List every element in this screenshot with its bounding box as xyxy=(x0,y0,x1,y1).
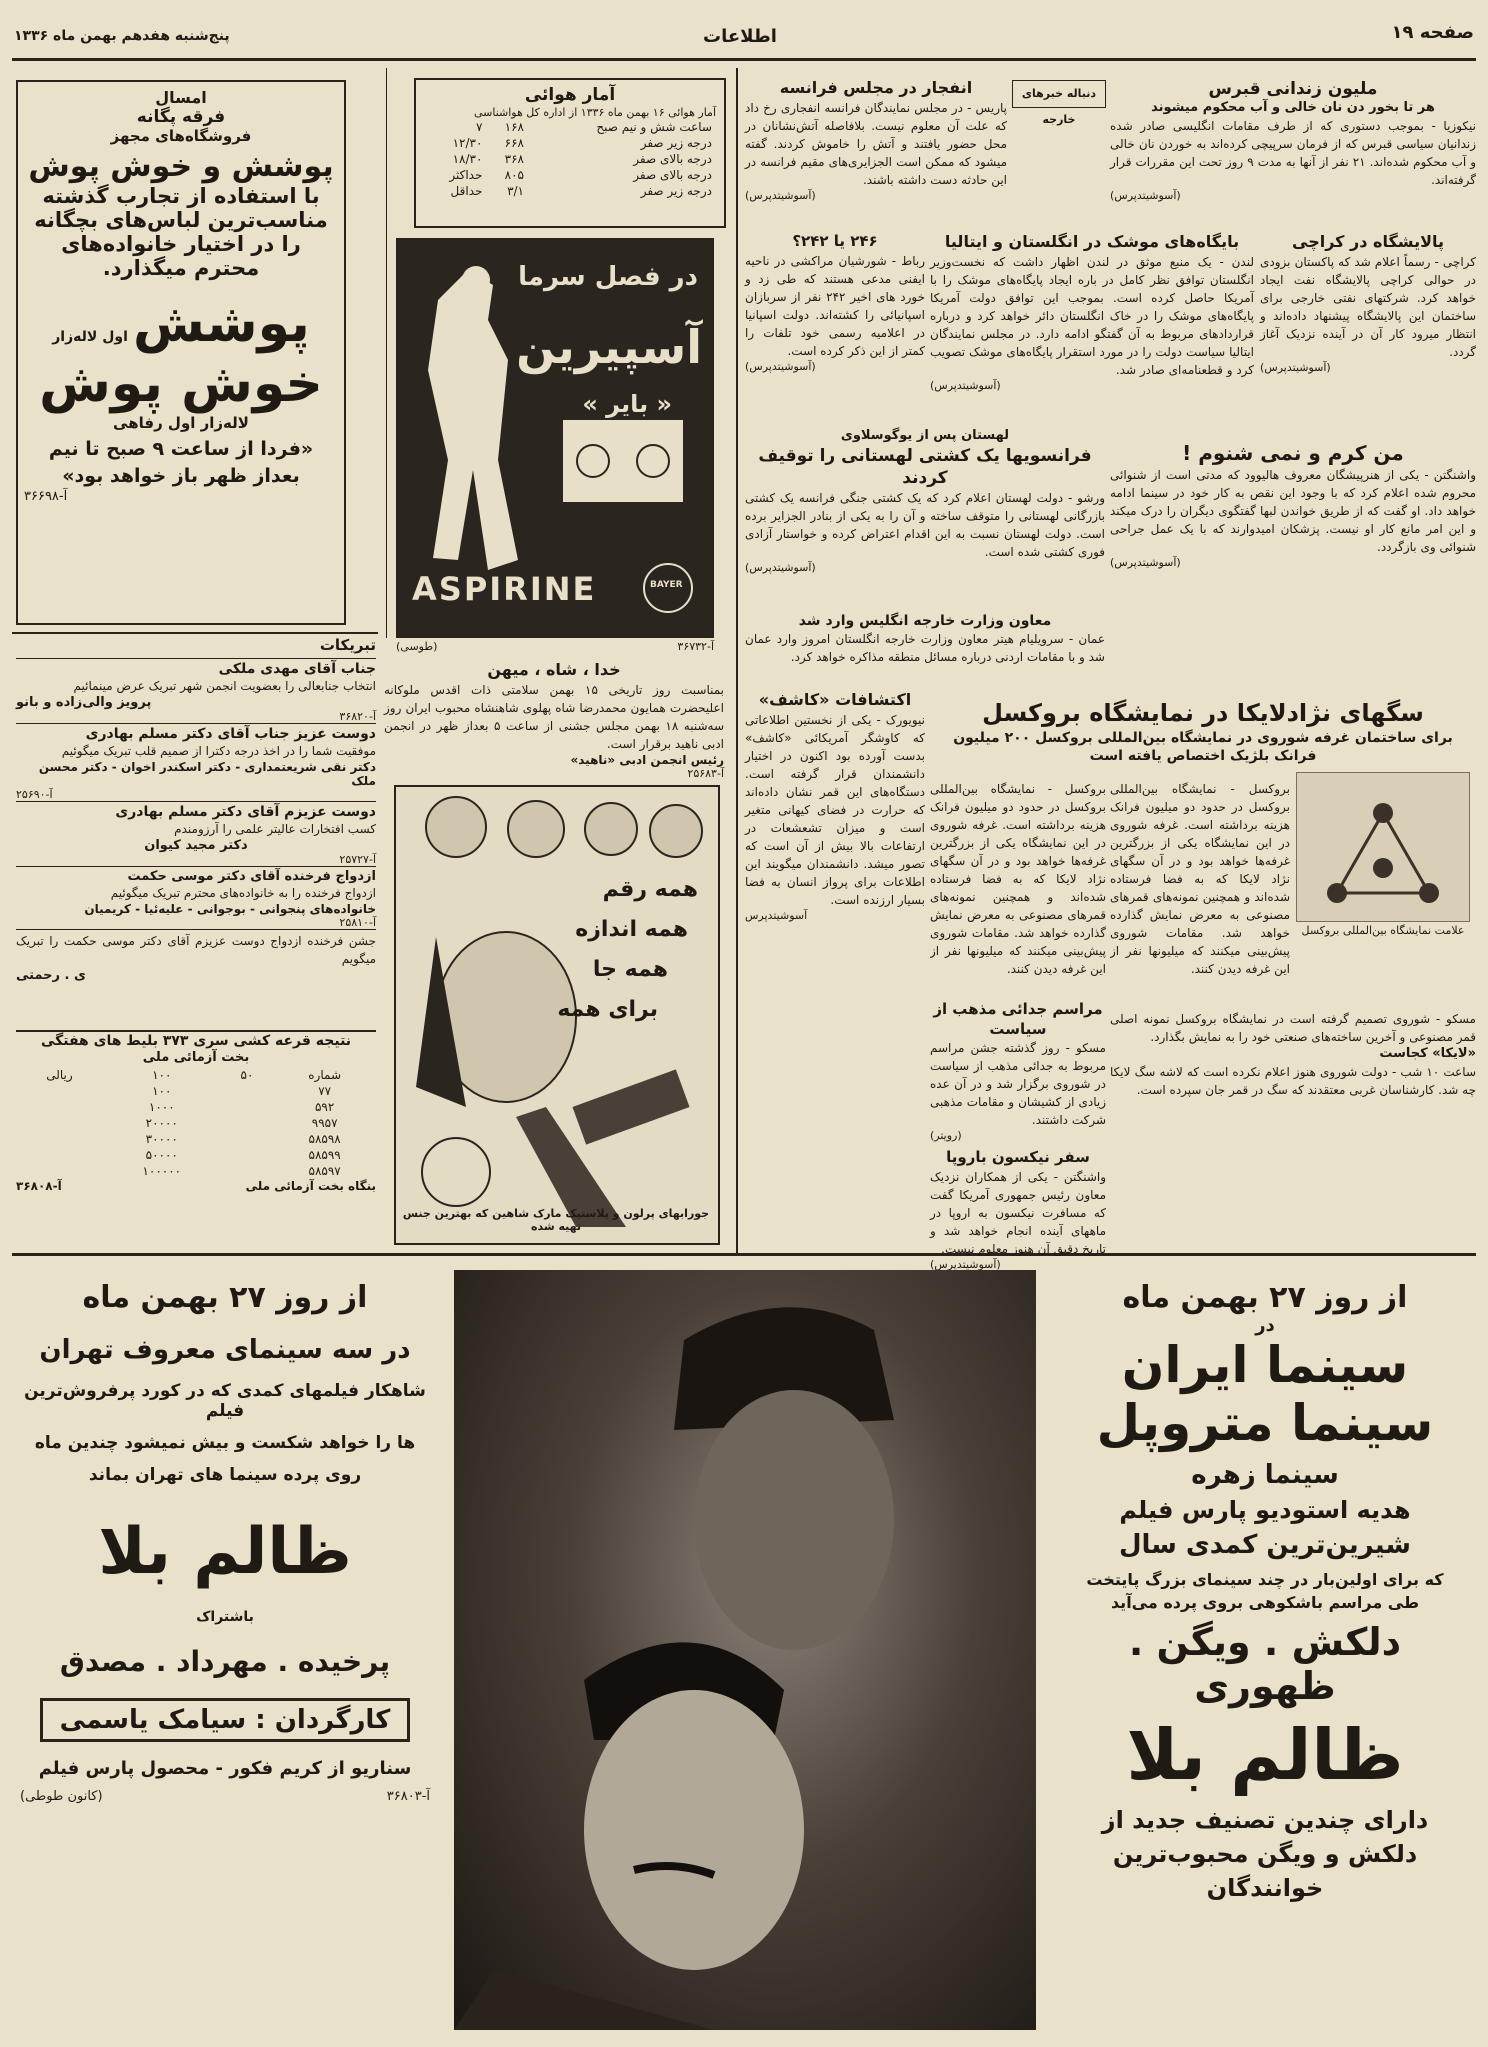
table-row xyxy=(16,1163,376,1179)
story-title: انفجار در مجلس فرانسه xyxy=(779,78,973,97)
brand-address: اول لاله‌زار xyxy=(52,329,128,345)
aspirin-maker: « بایر » xyxy=(582,390,672,418)
ad-credit: (طوسی) xyxy=(396,640,438,653)
table-row xyxy=(424,183,716,199)
cell: ۱۲/۳۰ xyxy=(452,136,483,151)
column-header: ریالی xyxy=(46,1068,73,1083)
opening-hours: «فردا از ساعت ۹ صبح تا نیم بعداز ظهر باز خواهد بود» xyxy=(48,438,314,487)
table-row xyxy=(424,151,716,167)
cinema-name: سینما ایران xyxy=(1121,1336,1409,1394)
story-missiles xyxy=(930,232,1254,422)
story-body: ورشو - دولت لهستان اعلام کرد که یک کشتی جنگی فرانسه یک کشتی بازرگانی لهستانی را متوقف ساخته و آن را به یکی از بنادر الجزایر برده است. دولت لهستان نسبت به این اقدام اعتراض کرده و خواستار آزادی فوری کشتی شده است. xyxy=(745,491,1105,560)
ad-line: با استفاده از تجارب گذشته xyxy=(42,184,320,208)
item-body: ازدواج فرخنده را به خانواده‌های محترم تبریک میگوئیم xyxy=(110,885,376,900)
ad-line: خوانندگان xyxy=(1206,1874,1324,1902)
cell: ۶۶۸ xyxy=(504,136,524,151)
item-code: آ-۲۵۶۹۰ xyxy=(16,787,53,801)
ad-line: دلکش و ویگن محبوب‌ترین xyxy=(1112,1840,1418,1868)
story-body: بمناسبت روز تاریخی ۱۵ بهمن سلامتی ذات اقدس ملوکانه اعلیحضرت همایون محمدرضا شاه پهلوی شاهنشاه محبوب ایران روز سه‌شنبه ۱۸ بهمن مجلس جشنی از ساعت ۵ بعداز ظهر در انجمن ادبی ناهید برقرار است. xyxy=(384,682,724,751)
item-sign: دکتر نقی شریعتمداری - دکتر اسکندر اخوان - دکتر محسن ملک xyxy=(38,759,376,788)
story-body: پاریس - در مجلس نمایندگان فرانسه انفجاری رخ داد که علت آن معلوم نیست. بلافاصله آتش‌نشانان در محل حضور یافتند و آتش را خاموش کردند. گفته میشود که ممکن است الجزایری‌های مقیم فرانسه در این حادثه دست داشته باشند. xyxy=(745,100,1007,187)
story-karachi xyxy=(1260,232,1476,432)
story-deaf xyxy=(1110,440,1476,690)
cell: ۱۰۰۰۰۰ xyxy=(142,1164,182,1179)
cell: ۸۰۵ xyxy=(504,168,524,183)
ad-line: در سه سینمای معروف تهران xyxy=(39,1335,411,1365)
table-row xyxy=(16,1115,376,1131)
movie-ad-left xyxy=(20,1270,430,2030)
story-body: مسکو - شوروی تصمیم گرفته است در نمایشگاه بروکسل نمونه اصلی قمر مصنوعی و آخرین ساخته‌های صنعتی خود را به نمایش بگذارد. xyxy=(1110,1012,1476,1044)
story-title: ۲۴۶ یا ۲۴۲؟ xyxy=(792,232,878,250)
story-religion xyxy=(930,1000,1106,1271)
story-body: ساعت ۱۰ شب - دولت شوروی هنوز اعلام نکرده است که لاشه سگ لایکا چه شد. کارشناسان غربی معتقدند که سگ در قمر جان سپرده است. xyxy=(1110,1064,1477,1097)
cell: ۵۰۰۰۰ xyxy=(145,1148,178,1163)
story-title: ملیون زندانی قبرس xyxy=(1208,79,1378,99)
item-body: جشن فرخنده ازدواج دوست عزیزم آقای دکتر موسی حکمت را تبریک میگویم xyxy=(16,933,376,966)
congratulations-section xyxy=(16,636,376,1026)
story-body: بروکسل - نمایشگاه بین‌المللی بروکسل در حدود دو میلیون فرانک هزینه برداشته است. غرفه شوروی در این نمایشگاه یکی از بزرگترین غرفه‌ها خواهد بود و در آن سگهای نژاد لایکا که به فضا فرستاده شده‌اند و همچنین نمونه‌های قمرهای مصنوعی به معرض نمایش گذارده خواهد شد. مقامات شوروی پیش‌بینی میکنند که میلیونها نفر از این غرفه دیدن کنند. xyxy=(1110,782,1290,976)
story-title: بایگاه‌های موشک در انگلستان و ایتالیا xyxy=(944,232,1240,251)
story-explorer xyxy=(745,690,925,1250)
table-row xyxy=(424,167,716,183)
cell: ۱۶۸ xyxy=(504,120,524,135)
cell: ۲۰۰۰۰ xyxy=(145,1116,178,1131)
more-news-label: دنباله خبرهای خارجه xyxy=(1012,80,1106,108)
story-source: (آسوشیتدپرس) xyxy=(1110,188,1181,202)
cell: ۱۰۰ xyxy=(152,1084,172,1099)
cinema-name: سینما متروپل xyxy=(1096,1394,1434,1452)
ad-line: را در اختیار خانواده‌های xyxy=(61,232,301,256)
story-source: (آسوشیتدپرس) xyxy=(930,378,1001,392)
story-kicker: لهستان پس از یوگوسلاوی xyxy=(840,428,1010,443)
ad-line: در xyxy=(1255,1315,1275,1336)
story-body: عمان - سرویلیام هیتر معاون وزارت خارجه انگلستان امروز وارد عمان شد و با مقامات اردنی درباره مسائل منطقه مذاکره خواهد کرد. xyxy=(745,632,1105,665)
item-head: دوست عزیزم آقای دکتر مسلم بهادری xyxy=(115,803,376,820)
cell: حداکثر xyxy=(449,168,483,183)
ad-line: همه جا xyxy=(592,957,668,982)
stockings-ad xyxy=(394,785,720,1245)
ad-code: آ-۲۵۶۸۳ xyxy=(687,766,724,780)
cinema-name: سینما زهره xyxy=(1191,1460,1339,1490)
story-title: خدا ، شاه ، میهن xyxy=(487,660,621,679)
list-item xyxy=(16,658,376,723)
cell: ۷ xyxy=(475,120,483,135)
ad-line: امسال xyxy=(155,88,207,107)
story-body: نیویورک - یکی از نخستین اطلاعاتی که کاوشگر آمریکائی «کاشف» بدست آورده بود اکنون در اختیار دانشمندان قرار گرفته است. دستگاه‌های این قمر نشان داده‌اند که حرارت در فضای کیهانی متغیر است و میزان تشعشعات در ارتفاعات بالا بیش از آن است که تصور میشد. دانشمندان میگویند این اطلاعات برای پرواز انسان به فضا بسیار ارزنده است. xyxy=(745,712,925,907)
lottery-title: نتیجه قرعه کشی سری ۳۷۳ بلیط های هفتگی xyxy=(40,1033,352,1049)
movie-director: کارگردان : سیامک یاسمی xyxy=(40,1698,410,1742)
story-source: (آسوشیتدپرس) xyxy=(745,359,816,373)
bayer-logo: BAYER xyxy=(650,580,683,590)
column-rule xyxy=(386,68,387,638)
story-source: (رویتر) xyxy=(930,1129,962,1142)
movie-title: ظالم بلا xyxy=(98,1515,352,1589)
story-body: بروکسل - نمایشگاه بین‌المللی بروکسل در حدود دو میلیون فرانک هزینه برداشته است. غرفه شوروی در این نمایشگاه یکی از بزرگترین غرفه‌ها خواهد بود و در آن سگهای نژاد لایکا که به فضا فرستاده شده‌اند و همچنین نمونه‌های قمرهای مصنوعی به معرض نمایش گذارده خواهد شد. مقامات شوروی پیش‌بینی میکنند که میلیونها نفر از این غرفه دیدن کنند. xyxy=(930,782,1106,976)
table-row xyxy=(16,1067,376,1083)
cell: ۳۰۰۰۰ xyxy=(145,1132,178,1147)
lottery-table xyxy=(16,1067,376,1179)
header-rule xyxy=(12,58,1476,61)
column-header: ۱۰۰ xyxy=(152,1068,172,1083)
cell: ۵۸۵۹۹ xyxy=(308,1148,341,1163)
ad-line: محترم میگذارد. xyxy=(102,256,260,280)
item-head: ازدواج فرخنده آقای دکتر موسی حکمت xyxy=(127,868,376,884)
cell: درجه زیر صفر xyxy=(640,184,712,199)
weather-title: آمار هوائی xyxy=(524,85,616,105)
story-title: فرانسویها یک کشتی لهستانی را توقیف کردند xyxy=(758,445,1092,488)
movie-writer: سناریو از کریم فکور - محصول پارس فیلم xyxy=(38,1758,412,1779)
list-item xyxy=(16,929,376,983)
page-number: صفحه ۱۹ xyxy=(1391,22,1474,43)
ad-line: همه رقم xyxy=(602,877,698,902)
story-body: مسکو - روز گذشته جشن مراسم مربوط به جدائی مذهب از سیاست در شوروی برگزار شد و در آن عده زیادی از کشیشان و مقامات مذهبی شرکت داشتند. xyxy=(930,1041,1106,1127)
brand-name: پوشش xyxy=(132,294,310,354)
ad-code: آ-۳۶۶۹۸ xyxy=(24,489,68,505)
ad-line: شاهکار فیلمهای کمدی که در کورد پرفروش‌ترین فیلم xyxy=(24,1381,426,1421)
movie-cast: پرخیده . مهرداد . مصدق xyxy=(59,1645,391,1678)
story-france xyxy=(745,78,1007,228)
story-body: رباط - شورشیان مراکشی در ناحیه ایفنی مدعی هستند که طی زد و خورد های اخیر ۲۴۲ نفر از سربازان اسپانیائی را کشته‌اند. دولت اسپانیا در اعلامیه رسمی خود تلفات را کمتر از این ذکر کرده است. xyxy=(745,253,925,358)
weather-box xyxy=(414,78,726,228)
section-rule xyxy=(12,1253,1476,1256)
ad-line: باشتراک xyxy=(196,1609,254,1625)
paper-name: اطلاعات xyxy=(703,26,777,47)
story-source: (آسوشیتدپرس) xyxy=(745,561,816,575)
story-title: مراسم جدائی مذهب از سیاست xyxy=(933,1000,1103,1038)
story-uk-minister xyxy=(745,612,1105,690)
list-item xyxy=(16,866,376,929)
ad-line: هدیه استودیو پارس فیلم xyxy=(1119,1496,1411,1524)
story-title: من کرم و نمی شنوم ! xyxy=(1182,441,1404,465)
story-title: معاون وزارت خارجه انگلیس وارد شد xyxy=(798,613,1052,629)
section-title: تبریکات xyxy=(319,636,376,654)
cell: ۷۷ xyxy=(318,1084,332,1099)
lottery-footer: بنگاه بخت آزمائی ملی xyxy=(245,1179,376,1194)
ad-code: آ-۳۶۷۳۲ xyxy=(677,640,714,653)
item-body: کسب افتخارات عالیتر علمی را آرزومندم xyxy=(174,821,376,836)
release-date: از روز ۲۷ بهمن ماه xyxy=(82,1280,368,1315)
ad-line: همه اندازه xyxy=(575,917,688,942)
ad-line: روی پرده سینما های تهران بماند xyxy=(88,1465,362,1485)
column-header: ۵۰ xyxy=(240,1068,254,1083)
weather-intro: آمار هوائی ۱۶ بهمن ماه ۱۳۳۶ از اداره کل هواشناسی xyxy=(473,106,716,120)
story-source: (آسوشیتدپرس) xyxy=(1110,556,1181,569)
ad-line: فرقه پگانه xyxy=(136,107,226,127)
lottery-results xyxy=(16,1030,376,1245)
story-title: سگهای نژادلایکا در نمایشگاه بروکسل xyxy=(982,699,1424,727)
story-shah xyxy=(384,660,724,780)
cell: ۵۸۵۹۷ xyxy=(308,1164,341,1179)
story-body: نیکوزیا - بموجب دستوری که از طرف مقامات انگلیسی صادر شده زندانیان سیاسی قبرس که از فرمان سرپیچی کرده‌اند به خوردن نان خالی و آب محکوم شده‌اند. ۲۱ نفر از آنها به مدت ۹ روز تحت این مقررات قرار گرفته‌اند. xyxy=(1110,118,1476,187)
story-body: لندن - یک منبع موثق در لندن اظهار داشت که نخست‌وزیر انگلستان توافق نظر کامل در باره ایجاد پایگاه‌های موشک را با آمریکا حاصل کرده است. بموجب این توافق دولت آمریکا پایگاه‌های موشک را در خاک انگلستان دائر خواهد کرد و درباره قراردادهای مربوط به آن گفتگو ادامه دارد. در مجلس نمایندگان ایتالیا سیاست دولت را در مورد استقرار پایگاه‌های موشک تصویب کرد و قطعنامه‌ای صادر شد. xyxy=(930,254,1254,377)
cell: ۳/۱ xyxy=(507,184,524,199)
table-row xyxy=(424,135,716,151)
table-row xyxy=(16,1099,376,1115)
cell: ۳۶۸ xyxy=(504,152,524,167)
story-subtitle: برای ساختمان غرفه شوروی در نمایشگاه بین‌المللی بروکسل ۲۰۰ میلیون فرانک بلژیک اختصاص یافته است xyxy=(953,730,1453,765)
cell: ۱۰۰۰ xyxy=(148,1100,175,1115)
ad-line: ها را خواهد شکست و بیش نمیشود چندین ماه xyxy=(34,1433,416,1453)
story-246 xyxy=(745,232,925,422)
item-body: انتخاب جنابعالی را بعضویت انجمن شهر تبریک عرض مینمائیم xyxy=(73,678,376,693)
cell: درجه بالای صفر xyxy=(633,168,712,183)
column-header: شماره xyxy=(308,1068,341,1083)
aspirin-top: در فصل سرما xyxy=(518,262,698,292)
story-title: پالایشگاه در کراچی xyxy=(1292,232,1444,251)
ad-code: آ-۳۶۸۰۸ xyxy=(16,1179,62,1194)
story-sign: رئیس انجمن ادبی «ناهید» xyxy=(570,752,724,767)
weather-table xyxy=(424,119,716,199)
ad-line: فروشگاه‌های مجهز xyxy=(110,127,252,145)
cell: حداقل xyxy=(450,184,483,199)
item-code: آ-۳۶۸۲۰ xyxy=(339,709,376,723)
item-code: آ-۲۵۷۲۷ xyxy=(339,852,376,866)
actors-illustration xyxy=(454,1270,1036,2030)
table-row xyxy=(16,1131,376,1147)
story-source: (آسوشیتدپرس) xyxy=(745,188,816,202)
brand-address: لاله‌زار اول رفاهی xyxy=(113,414,249,432)
story-source: آسوشیتدپرس xyxy=(745,908,808,922)
cell: درجه زیر صفر xyxy=(640,136,712,151)
story-expo-cont xyxy=(1110,1010,1476,1250)
item-sign: خانواده‌های پنجوانی - بوجوانی - علیه‌ئیا - کریمیان xyxy=(84,901,376,916)
table-row xyxy=(16,1083,376,1099)
story-cyprus xyxy=(1110,78,1476,248)
item-code: آ-۲۵۸۱۰ xyxy=(339,915,376,929)
cell: ۱۸/۳۰ xyxy=(452,152,483,167)
cell: ساعت شش و نیم صبح xyxy=(596,120,712,135)
lottery-subtitle: بخت آزمائی ملی xyxy=(142,1050,250,1066)
story-body: کراچی - رسماً اعلام شد که پاکستان بزودی در حوالی کراچی پالایشگاه نفت ایجاد خواهد کرد. شرکتهای نفتی خارجی برای ساختمان این پالایشگاه پیشنهاد داده‌اند و انتظار میرود کار آن در آینده نزدیک آغاز گردد. xyxy=(1260,254,1476,359)
aspirin-latin: ASPIRINE xyxy=(412,570,597,608)
movie-title: ظالم بلا xyxy=(1126,1714,1404,1796)
section-rule xyxy=(12,632,378,634)
cell: درجه بالای صفر xyxy=(633,152,712,167)
story-subtitle: هر تا بخور دن نان خالی و آب محکوم میشوند xyxy=(1151,100,1435,116)
story-poland xyxy=(745,428,1105,608)
ad-code: آ-۳۶۸۰۳ xyxy=(386,1789,430,1804)
story-subhead: «لایکا» کجاست xyxy=(1379,1046,1476,1061)
ad-line: شیرین‌ترین کمدی سال xyxy=(1118,1530,1411,1560)
story-source: (آسوشیتدپرس) xyxy=(930,1257,1001,1271)
cell: ۵۹۲ xyxy=(314,1100,335,1115)
movie-ad-right xyxy=(1060,1270,1470,2030)
table-row xyxy=(16,1147,376,1163)
story-body: واشنگتن - یکی از هنرپیشگان معروف هالیوود که مدتی است از شنوائی محروم شده اعلام کرد که با وجود این نقص به کار خود در سینما ادامه خواهد داد. او گفت که از طریق خواندن لبها گفتگوی دیگران را درک میکند و این امر مانع کار او نیست. پزشکان امیدوارند که با یک عمل جراحی شنوائی وی بازگردد. xyxy=(1110,468,1476,554)
ad-line: دارای چندین تصنیف جدید از xyxy=(1101,1806,1429,1834)
item-body: موفقیت شما را در اخذ درجه دکترا از صمیم قلب تبریک میگوئیم xyxy=(61,743,376,758)
photo-caption: علامت نمایشگاه بین‌المللی بروکسل xyxy=(1301,924,1465,937)
aspirin-footer xyxy=(396,640,714,656)
ad-credit: (کانون طوطی) xyxy=(20,1789,103,1804)
expo-emblem-photo xyxy=(1296,772,1470,922)
movie-stars: دلکش . ویگن . ظهوری xyxy=(1128,1620,1402,1708)
release-date: از روز ۲۷ بهمن ماه xyxy=(1122,1280,1408,1315)
item-head: دوست عزیز جناب آقای دکتر مسلم بهادری xyxy=(85,725,376,742)
aspirin-name: آسپیرین xyxy=(516,320,702,374)
story-body: واشنگتن - یکی از همکاران نزدیک معاون رئیس جمهوری آمریکا گفت که مسافرت نیکسون به اروپا در ماههای آینده انجام خواهد شد و تاریخ دقیق آن هنوز معلوم نیست. xyxy=(930,1169,1106,1256)
cell: ۹۹۵۷ xyxy=(311,1116,338,1131)
issue-date: پنج‌شنبه هفدهم بهمن ماه ۱۳۳۶ xyxy=(14,28,230,44)
item-sign: دکتر مجید کیوان xyxy=(144,837,248,853)
ad-line: مناسب‌ترین لباس‌های بچگانه xyxy=(34,208,328,232)
story-title: اکتشافات «کاشف» xyxy=(758,690,912,709)
story-source: (آسوشیتدپرس) xyxy=(1260,360,1331,374)
ad-line: برای همه xyxy=(557,997,658,1022)
story-title: سفر نیکسون باروپا xyxy=(946,1148,1090,1166)
column-rule xyxy=(736,68,738,1253)
item-sign: ی . رحمتی xyxy=(16,967,86,983)
list-item xyxy=(16,723,376,801)
brand-name: خوش پوش xyxy=(39,354,323,414)
ad-footer: جورابهای پرلون و پلاستیک مارک شاهین که بهترین جنس تهیه شده xyxy=(402,1207,710,1233)
list-item xyxy=(16,801,376,866)
item-sign: پرویز والی‌زاده و بانو xyxy=(16,694,152,710)
movie-still-photo xyxy=(454,1270,1036,2030)
aspirin-ad xyxy=(396,238,714,638)
ad-line: طی مراسم باشکوهی بروی پرده می‌آید xyxy=(1110,1593,1420,1612)
item-head: جناب آقای مهدی ملکی xyxy=(218,660,376,677)
table-row xyxy=(424,119,716,135)
ad-headline: پوشش و خوش پوش xyxy=(28,149,334,184)
ad-line: که برای اولین‌بار در چند سینمای بزرگ پایتخت xyxy=(1086,1570,1444,1589)
cell: ۵۸۵۹۸ xyxy=(308,1132,341,1147)
clothing-ad xyxy=(16,80,346,625)
